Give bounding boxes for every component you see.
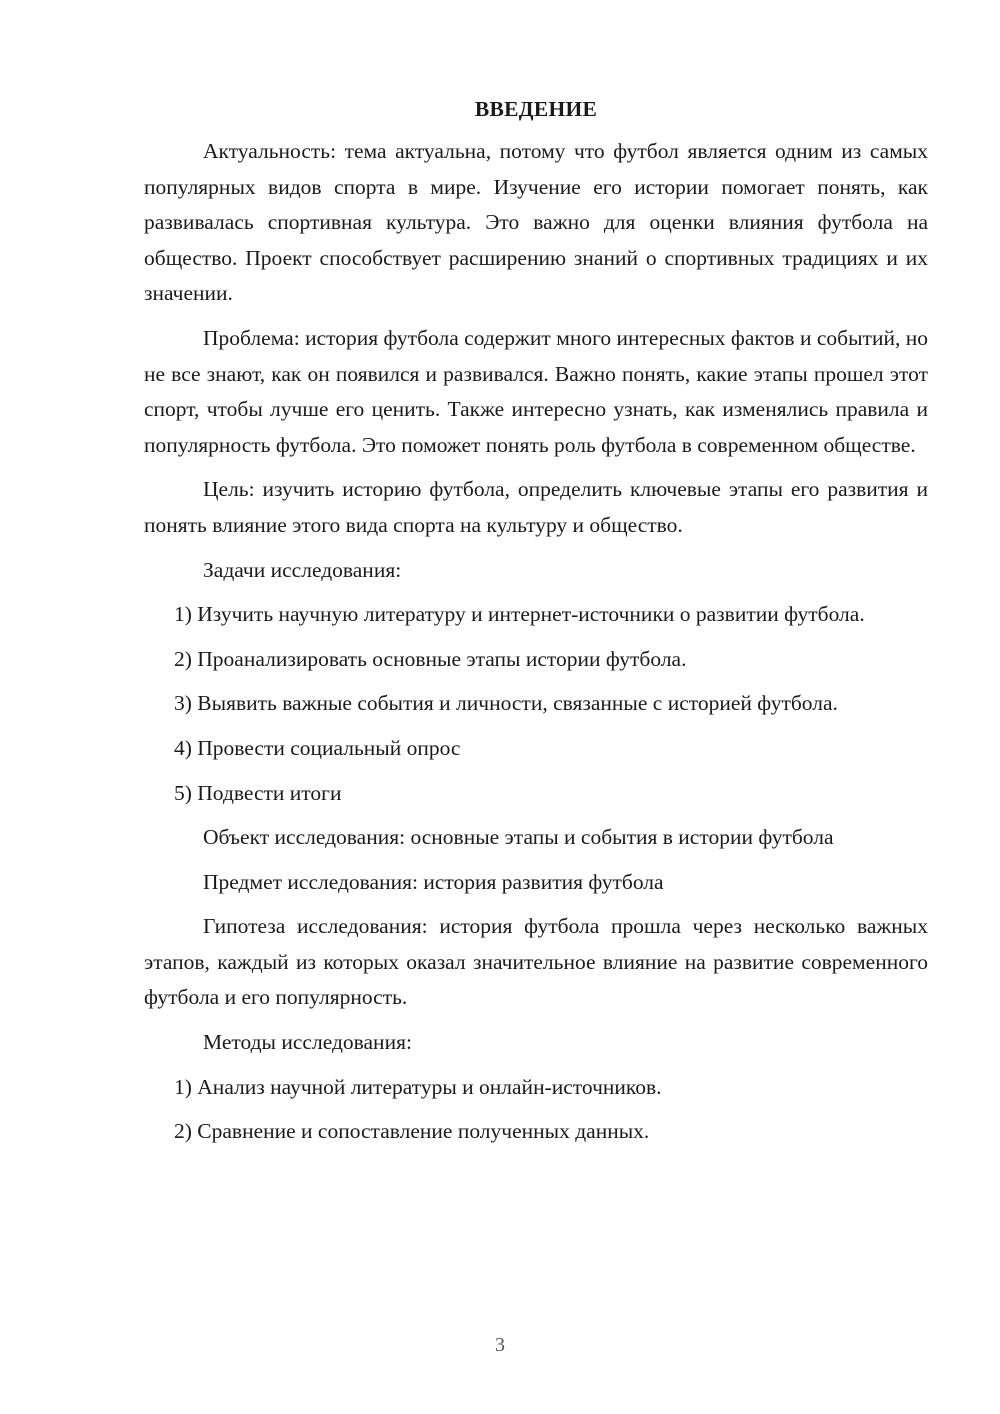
paragraph-subject: Предмет исследования: история развития футбола xyxy=(203,869,664,894)
list-item-method-1: 1) Анализ научной литературы и онлайн-источников. xyxy=(174,1074,662,1099)
paragraph-relevance: Актуальность: тема актуальна, потому что футбол является одним из самых популярных видов спорта в мире. Изучение его истории помогает понять, как развивалась спортивная культура. Это важно для оценки влияния футбола на общество. Проект способствует расширению знаний о спортивных традициях и их значении. xyxy=(144,139,928,306)
list-item-task-2: 2) Проанализировать основные этапы истории футбола. xyxy=(174,646,687,671)
paragraph-methods-heading: Методы исследования: xyxy=(203,1030,412,1055)
paragraph-object: Объект исследования: основные этапы и события в истории футбола xyxy=(203,825,834,850)
page-number: 3 xyxy=(495,1334,505,1356)
paragraph-problem: Проблема: история футбола содержит много интересных фактов и событий, но не все знают, как он появился и развивался. Важно понять, какие этапы прошел этот спорт, чтобы лучше его ценить. Также интересно узнать, как изменялись правила и популярность футбола. Это поможет понять роль футбола в современном обществе. xyxy=(144,325,928,457)
paragraph-hypothesis: Гипотеза исследования: история футбола прошла через несколько важных этапов, каждый из которых оказал значительное влияние на развитие современного футбола и его популярность. xyxy=(144,914,928,1010)
paragraph-tasks-heading: Задачи исследования: xyxy=(203,557,402,582)
list-item-task-1: 1) Изучить научную литературу и интернет-источники о развитии футбола. xyxy=(174,602,865,627)
list-item-task-4: 4) Провести социальный опрос xyxy=(174,735,461,760)
document-page xyxy=(144,92,928,1159)
list-item-task-5: 5) Подвести итоги xyxy=(174,780,342,805)
list-item-method-2: 2) Сравнение и сопоставление полученных данных. xyxy=(174,1119,650,1144)
list-item-task-3: 3) Выявить важные события и личности, связанные с историей футбола. xyxy=(174,691,838,716)
section-title: ВВЕДЕНИЕ xyxy=(474,97,598,121)
paragraph-goal: Цель: изучить историю футбола, определить ключевые этапы его развития и понять влияние этого вида спорта на культуру и общество. xyxy=(144,477,928,537)
